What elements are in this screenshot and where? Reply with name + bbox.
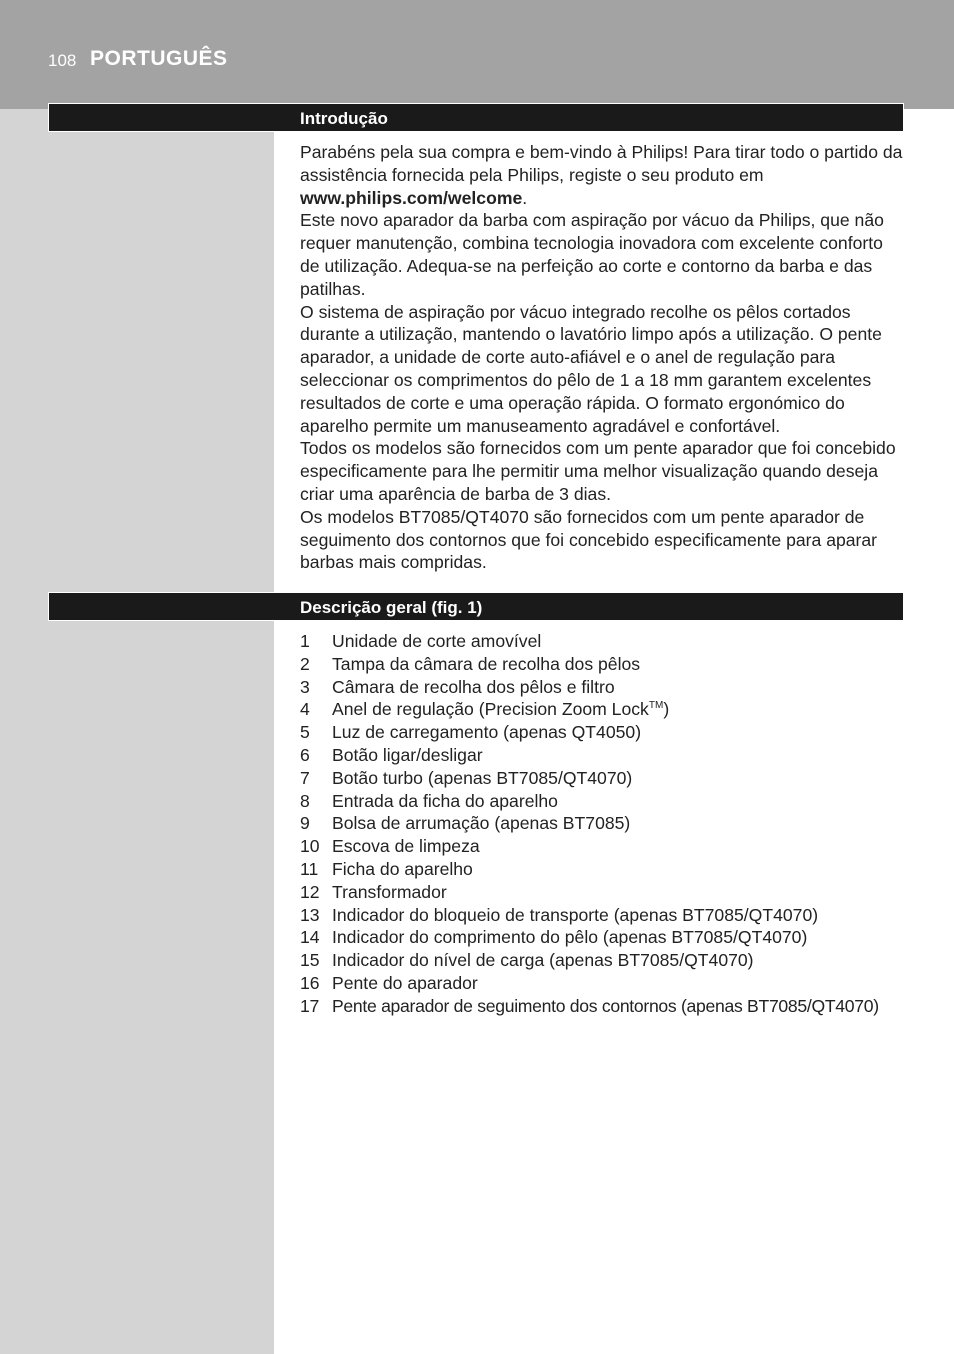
item-text: Indicador do nível de carga (apenas BT7085/QT4070)	[332, 950, 754, 971]
item-number: 2	[300, 653, 310, 674]
item-text: Entrada da ficha do aparelho	[332, 790, 558, 811]
item-text: Botão turbo (apenas BT7085/QT4070)	[332, 767, 633, 788]
list-item	[300, 790, 904, 813]
item-text: Luz de carregamento (apenas QT4050)	[332, 722, 642, 743]
list-item	[300, 835, 904, 858]
left-margin-column	[0, 109, 274, 1354]
welcome-link[interactable]: www.philips.com/welcome	[300, 187, 523, 208]
item-number: 7	[300, 767, 310, 788]
page-number: 108	[48, 51, 77, 70]
item-text: Unidade de corte amovível	[332, 631, 542, 651]
intro-paragraph-2: Este novo aparador da barba com aspiração por vácuo da Philips, que não requer manutenção, combina tecnologia inovadora com excelente conforto de utilização. Adequa-se na perfeição ao corte e contorno da barba e das patilhas.	[300, 210, 884, 299]
item-text: Anel de regulação (Precision Zoom Lock™)	[332, 699, 670, 720]
section-header-overview	[48, 592, 904, 621]
item-number: 15	[300, 950, 320, 971]
item-text: Botão ligar/desligar	[332, 744, 483, 765]
item-number: 10	[300, 836, 320, 857]
intro-text	[300, 141, 904, 574]
item-text: Bolsa de arrumação (apenas BT7085)	[332, 813, 631, 834]
item-text: Indicador do comprimento do pêlo (apenas BT7085/QT4070)	[332, 927, 808, 948]
item-text: Pente do aparador	[332, 972, 478, 993]
list-item	[300, 630, 904, 653]
item-number: 5	[300, 722, 310, 743]
item-number: 14	[300, 927, 320, 948]
item-text: Ficha do aparelho	[332, 858, 473, 879]
list-item	[300, 904, 904, 927]
list-item	[300, 767, 904, 790]
list-item	[300, 926, 904, 949]
list-item	[300, 721, 904, 744]
page-header	[0, 0, 954, 109]
list-item	[300, 698, 904, 721]
item-number: 13	[300, 904, 320, 925]
parts-list	[300, 630, 904, 1018]
item-number: 11	[300, 858, 319, 879]
section-header-intro	[48, 103, 904, 132]
list-item	[300, 972, 904, 995]
item-text: Tampa da câmara de recolha dos pêlos	[332, 653, 641, 674]
item-text: Transformador	[332, 881, 447, 902]
list-item	[300, 881, 904, 904]
item-text: Escova de limpeza	[332, 836, 480, 857]
intro-paragraph-4: Todos os modelos são fornecidos com um pente aparador que foi concebido especificamente para lhe permitir uma melhor visualização quando deseja criar uma aparência de barba de 3 dias.	[300, 438, 896, 504]
language-title: PORTUGUÊS	[90, 47, 228, 70]
list-item	[300, 812, 904, 835]
item-text: Pente aparador de seguimento dos contornos (apenas BT7085/QT4070)	[332, 995, 879, 1016]
item-text: Indicador do bloqueio de transporte (apenas BT7085/QT4070)	[332, 904, 819, 925]
intro-paragraph-1: Parabéns pela sua compra e bem-vindo à Philips! Para tirar todo o partido da assistência fornecida pela Philips, registe o seu produto em www.philips.com/welcome.	[300, 142, 903, 208]
item-text: Câmara de recolha dos pêlos e filtro	[332, 676, 615, 697]
intro-paragraph-5: Os modelos BT7085/QT4070 são fornecidos com um pente aparador de seguimento dos contornos que foi concebido especificamente para aparar barbas mais compridas.	[300, 506, 878, 573]
trademark-superscript: TM	[648, 700, 664, 712]
item-number: 17	[300, 995, 319, 1016]
item-number: 9	[300, 813, 310, 834]
section-title-overview: Descrição geral (fig. 1)	[300, 598, 483, 617]
item-number: 1	[300, 631, 310, 651]
intro-paragraph-3: O sistema de aspiração por vácuo integrado recolhe os pêlos cortados durante a utilização, mantendo o lavatório limpo após a utilização. O pente aparador, a unidade de corte auto-afiável e o anel de regulação para seleccionar os comprimentos do pêlo de 1 a 18 mm garantem excelentes resultados de corte e uma operação rápida. O formato ergonómico do aparelho permite um manuseamento agradável e confortável.	[300, 301, 882, 436]
list-item	[300, 744, 904, 767]
item-number: 3	[300, 676, 310, 697]
item-number: 6	[300, 744, 310, 765]
item-number: 16	[300, 972, 320, 993]
list-item	[300, 653, 904, 676]
item-number: 4	[300, 699, 310, 720]
list-item	[300, 858, 904, 881]
list-item	[300, 676, 904, 699]
item-number: 8	[300, 790, 310, 811]
item-number: 12	[300, 881, 320, 902]
section-title-intro: Introdução	[300, 109, 388, 128]
list-item	[300, 995, 904, 1018]
list-item	[300, 949, 904, 972]
